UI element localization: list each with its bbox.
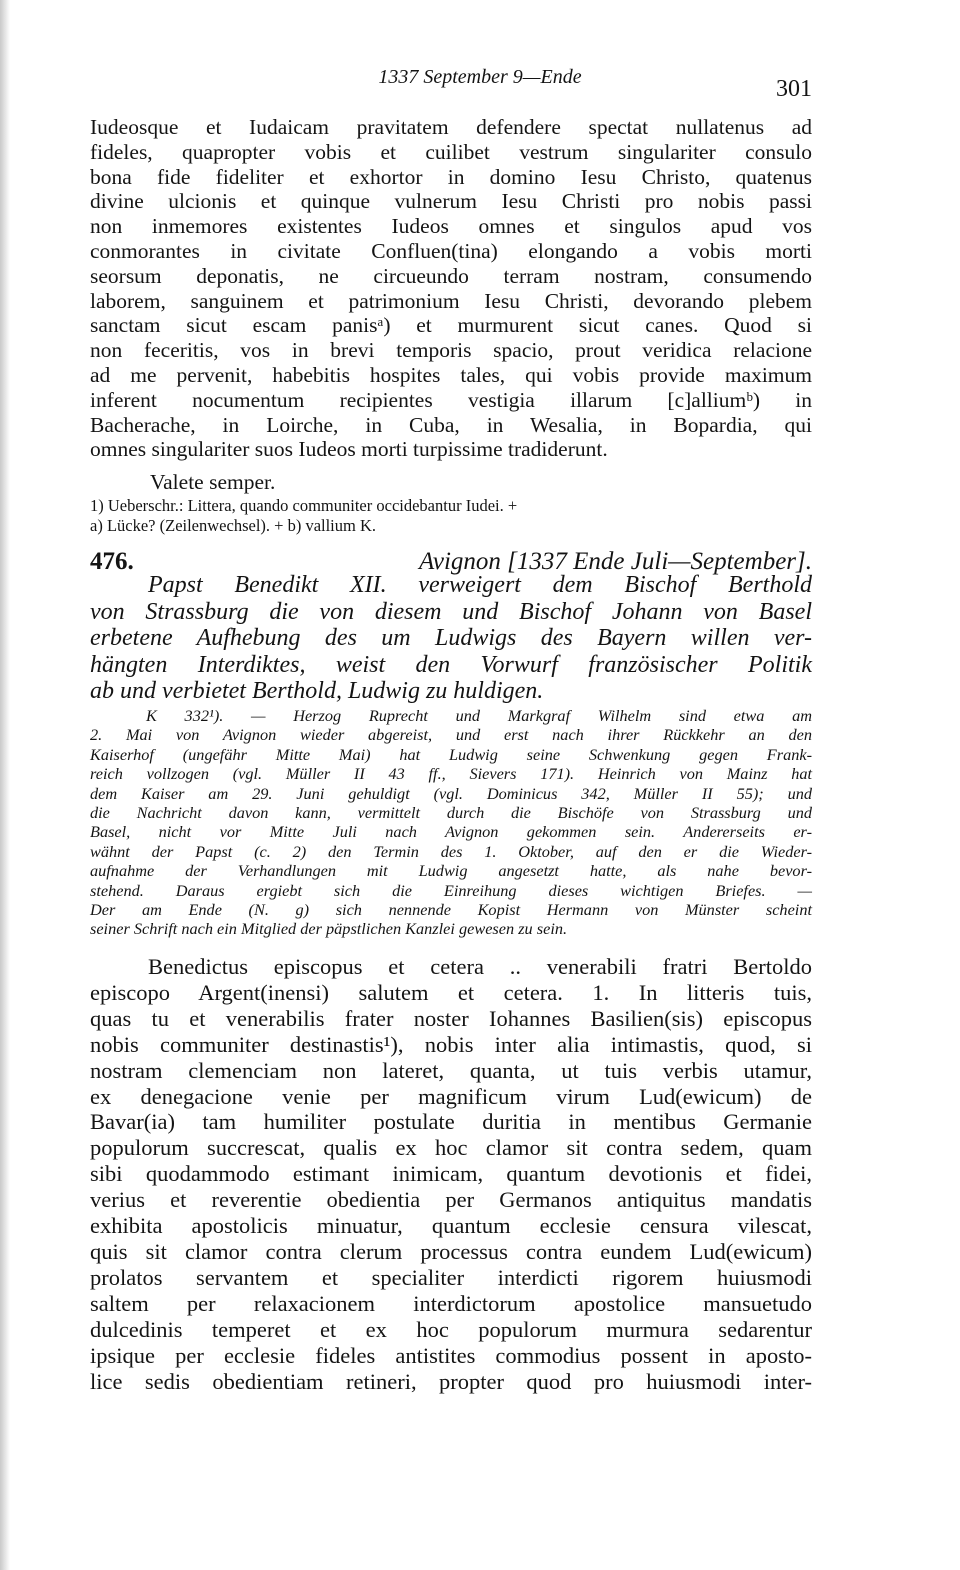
text-line: inferent nocumentum recipientes vestigia illarum [c]alliumᵇ) in xyxy=(90,387,812,412)
letter-closing: Valete semper. xyxy=(150,470,276,494)
letter-line: Bavar(ia) tam humiliter postulate duritia in mentibus Germanie xyxy=(90,1109,812,1135)
letter-line: episcopo Argent(inensi) salutem et cetera. 1. In litteris tuis, xyxy=(90,979,812,1005)
letter-line: sibi quodammodo estimant inimicam, quantum devotionis et fidei, xyxy=(90,1161,812,1187)
commentary-line: Der am Ende (N. g) sich nennende Kopist Hermann von Münster scheint xyxy=(90,900,812,920)
letter-line: Benedictus episcopus et cetera .. venerabili fratri Bertoldo xyxy=(148,954,812,979)
running-head: 1337 September 9—Ende xyxy=(378,66,582,88)
commentary-line: aufnahme der Verhandlungen mit Ludwig angesetzt hatte, als nahe bevor- xyxy=(90,861,812,881)
regest-line: ab und verbietet Berthold, Ludwig zu huldigen. xyxy=(90,678,544,705)
text-line: non inmemores existentes Iudeos omnes et singulos apud vos xyxy=(90,214,812,239)
letter-line: dulcedinis temperet et ex hoc populorum murmura sedarentur xyxy=(90,1316,812,1342)
text-line: laborem, sanguinem et patrimonium Iesu Christi, devorando plebem xyxy=(90,288,812,313)
text-line: bona fide fideliter et exhortor in domino Iesu Christo, quatenus xyxy=(90,164,812,189)
letter-line: saltem per relaxacionem interdictorum apostolice mansuetudo xyxy=(90,1290,812,1316)
text-line: Iudeosque et Iudaicam pravitatem defendere spectat nullatenus ad xyxy=(90,115,812,139)
commentary-line: Basel, nicht vor Mitte Juli nach Avignon gekommen sein. Andererseits er- xyxy=(90,822,812,842)
footnotes xyxy=(90,496,812,536)
editorial-commentary xyxy=(90,706,812,939)
commentary-line: stehend. Daraus ergiebt sich die Einreihung dieses wichtigen Briefes. — xyxy=(90,880,812,900)
commentary-line: reich vollzogen (vgl. Müller II 43 ff., Sievers 171). Heinrich von Mainz hat xyxy=(90,764,812,784)
text-line: conmorantes in civitate Confluen(tina) elongando a vobis morti xyxy=(90,238,812,263)
letter-line: prolatos servantem et specialiter interdicti rigorem huiusmodi xyxy=(90,1264,812,1290)
text-line: fideles, quapropter vobis et cuilibet vestrum singulariter consulo xyxy=(90,139,812,164)
document-place-date: Avignon [1337 Ende Juli—September]. xyxy=(419,548,812,575)
page-number: 301 xyxy=(776,76,812,102)
letter-line: quas tu et venerabilis frater noster Iohannes Basilien(sis) episcopus xyxy=(90,1005,812,1031)
regest-line: hängten Interdiktes, weist den Vorwurf französischer Politik xyxy=(90,651,812,678)
footnote: a) Lücke? (Zeilenwechsel). + b) vallium K. xyxy=(90,516,377,535)
letter-text xyxy=(90,954,812,1394)
regest-summary xyxy=(90,572,812,705)
text-line: seorsum deponatis, ne circueundo terram nostram, consumendo xyxy=(90,263,812,288)
text-line: non feceritis, vos in brevi temporis spacio, prout veridica relacione xyxy=(90,338,812,363)
text-line: Bacherache, in Loirche, in Cuba, in Wesalia, in Bopardia, qui xyxy=(90,412,812,437)
regest-line: von Strassburg die von diesem und Bischof Johann von Basel xyxy=(90,598,812,625)
letter-line: ex denegacione venie per magnificum virum Lud(ewicum) de xyxy=(90,1083,812,1109)
footnote: 1) Ueberschr.: Littera, quando communiter occidebantur Iudei. + xyxy=(90,496,518,515)
regest-line: erbetene Aufhebung des um Ludwigs des Bayern willen ver- xyxy=(90,625,812,652)
text-line: sanctam sicut escam panisᵃ) et murmurent sicut canes. Quod si xyxy=(90,313,812,338)
regest-line: Papst Benedikt XII. verweigert dem Bischof Berthold xyxy=(148,572,812,598)
commentary-line: K 332¹). — Herzog Ruprecht und Markgraf Wilhelm sind etwa am xyxy=(146,706,812,725)
letter-line: nostram clemenciam non lateret, quanta, ut tuis verbis utamur, xyxy=(90,1057,812,1083)
letter-line: lice sedis obedientiam retineri, propter quod pro huiusmodi inter- xyxy=(90,1368,812,1394)
letter-line: nobis communiter destinastis¹), nobis inter alia intimastis, quod, si xyxy=(90,1031,812,1057)
commentary-line: 2. Mai von Avignon wieder abgereist, und erst nach ihrer Rückkehr an den xyxy=(90,725,812,745)
commentary-line: seiner Schrift nach ein Mitglied der päpstlichen Kanzlei gewesen zu sein. xyxy=(90,919,568,939)
letter-line: populorum succrescat, qualis ex hoc clamor sit contra sedem, quam xyxy=(90,1135,812,1161)
commentary-line: die Nachricht davon kann, vermittelt durch die Bischöfe von Strassburg und xyxy=(90,803,812,823)
letter-line: ipsique per ecclesie fideles antistites commodius possent in aposto- xyxy=(90,1342,812,1368)
text-line: divine ulcionis et quinque vulnerum Iesu Christi pro nobis passi xyxy=(90,189,812,214)
commentary-line: dem Kaiser am 29. Juni gehuldigt (vgl. Dominicus 342, Müller II 55); und xyxy=(90,783,812,803)
commentary-line: Kaiserhof (ungefähr Mitte Mai) hat Ludwig seine Schwenkung gegen Frank- xyxy=(90,744,812,764)
commentary-line: wähnt der Papst (c. 2) den Termin des 1. Oktober, auf den er die Wieder- xyxy=(90,841,812,861)
letter-line: quis sit clamor contra clerum processus contra eundem Lud(ewicum) xyxy=(90,1238,812,1264)
text-line: omnes singulariter suos Iudeos morti turpissime tradiderunt. xyxy=(90,437,608,462)
document-number: 476. xyxy=(90,548,134,575)
previous-letter-text xyxy=(90,115,812,462)
letter-line: verius et reverentie obedientia per Germanos antiquitus mandatis xyxy=(90,1187,812,1213)
letter-line: exhibita apostolicis minuatur, quantum ecclesie censura vilescat, xyxy=(90,1213,812,1239)
text-line: ad me pervenit, habebitis hospites tales, qui vobis provide maximum xyxy=(90,362,812,387)
page-edge-shadow xyxy=(0,0,10,1570)
